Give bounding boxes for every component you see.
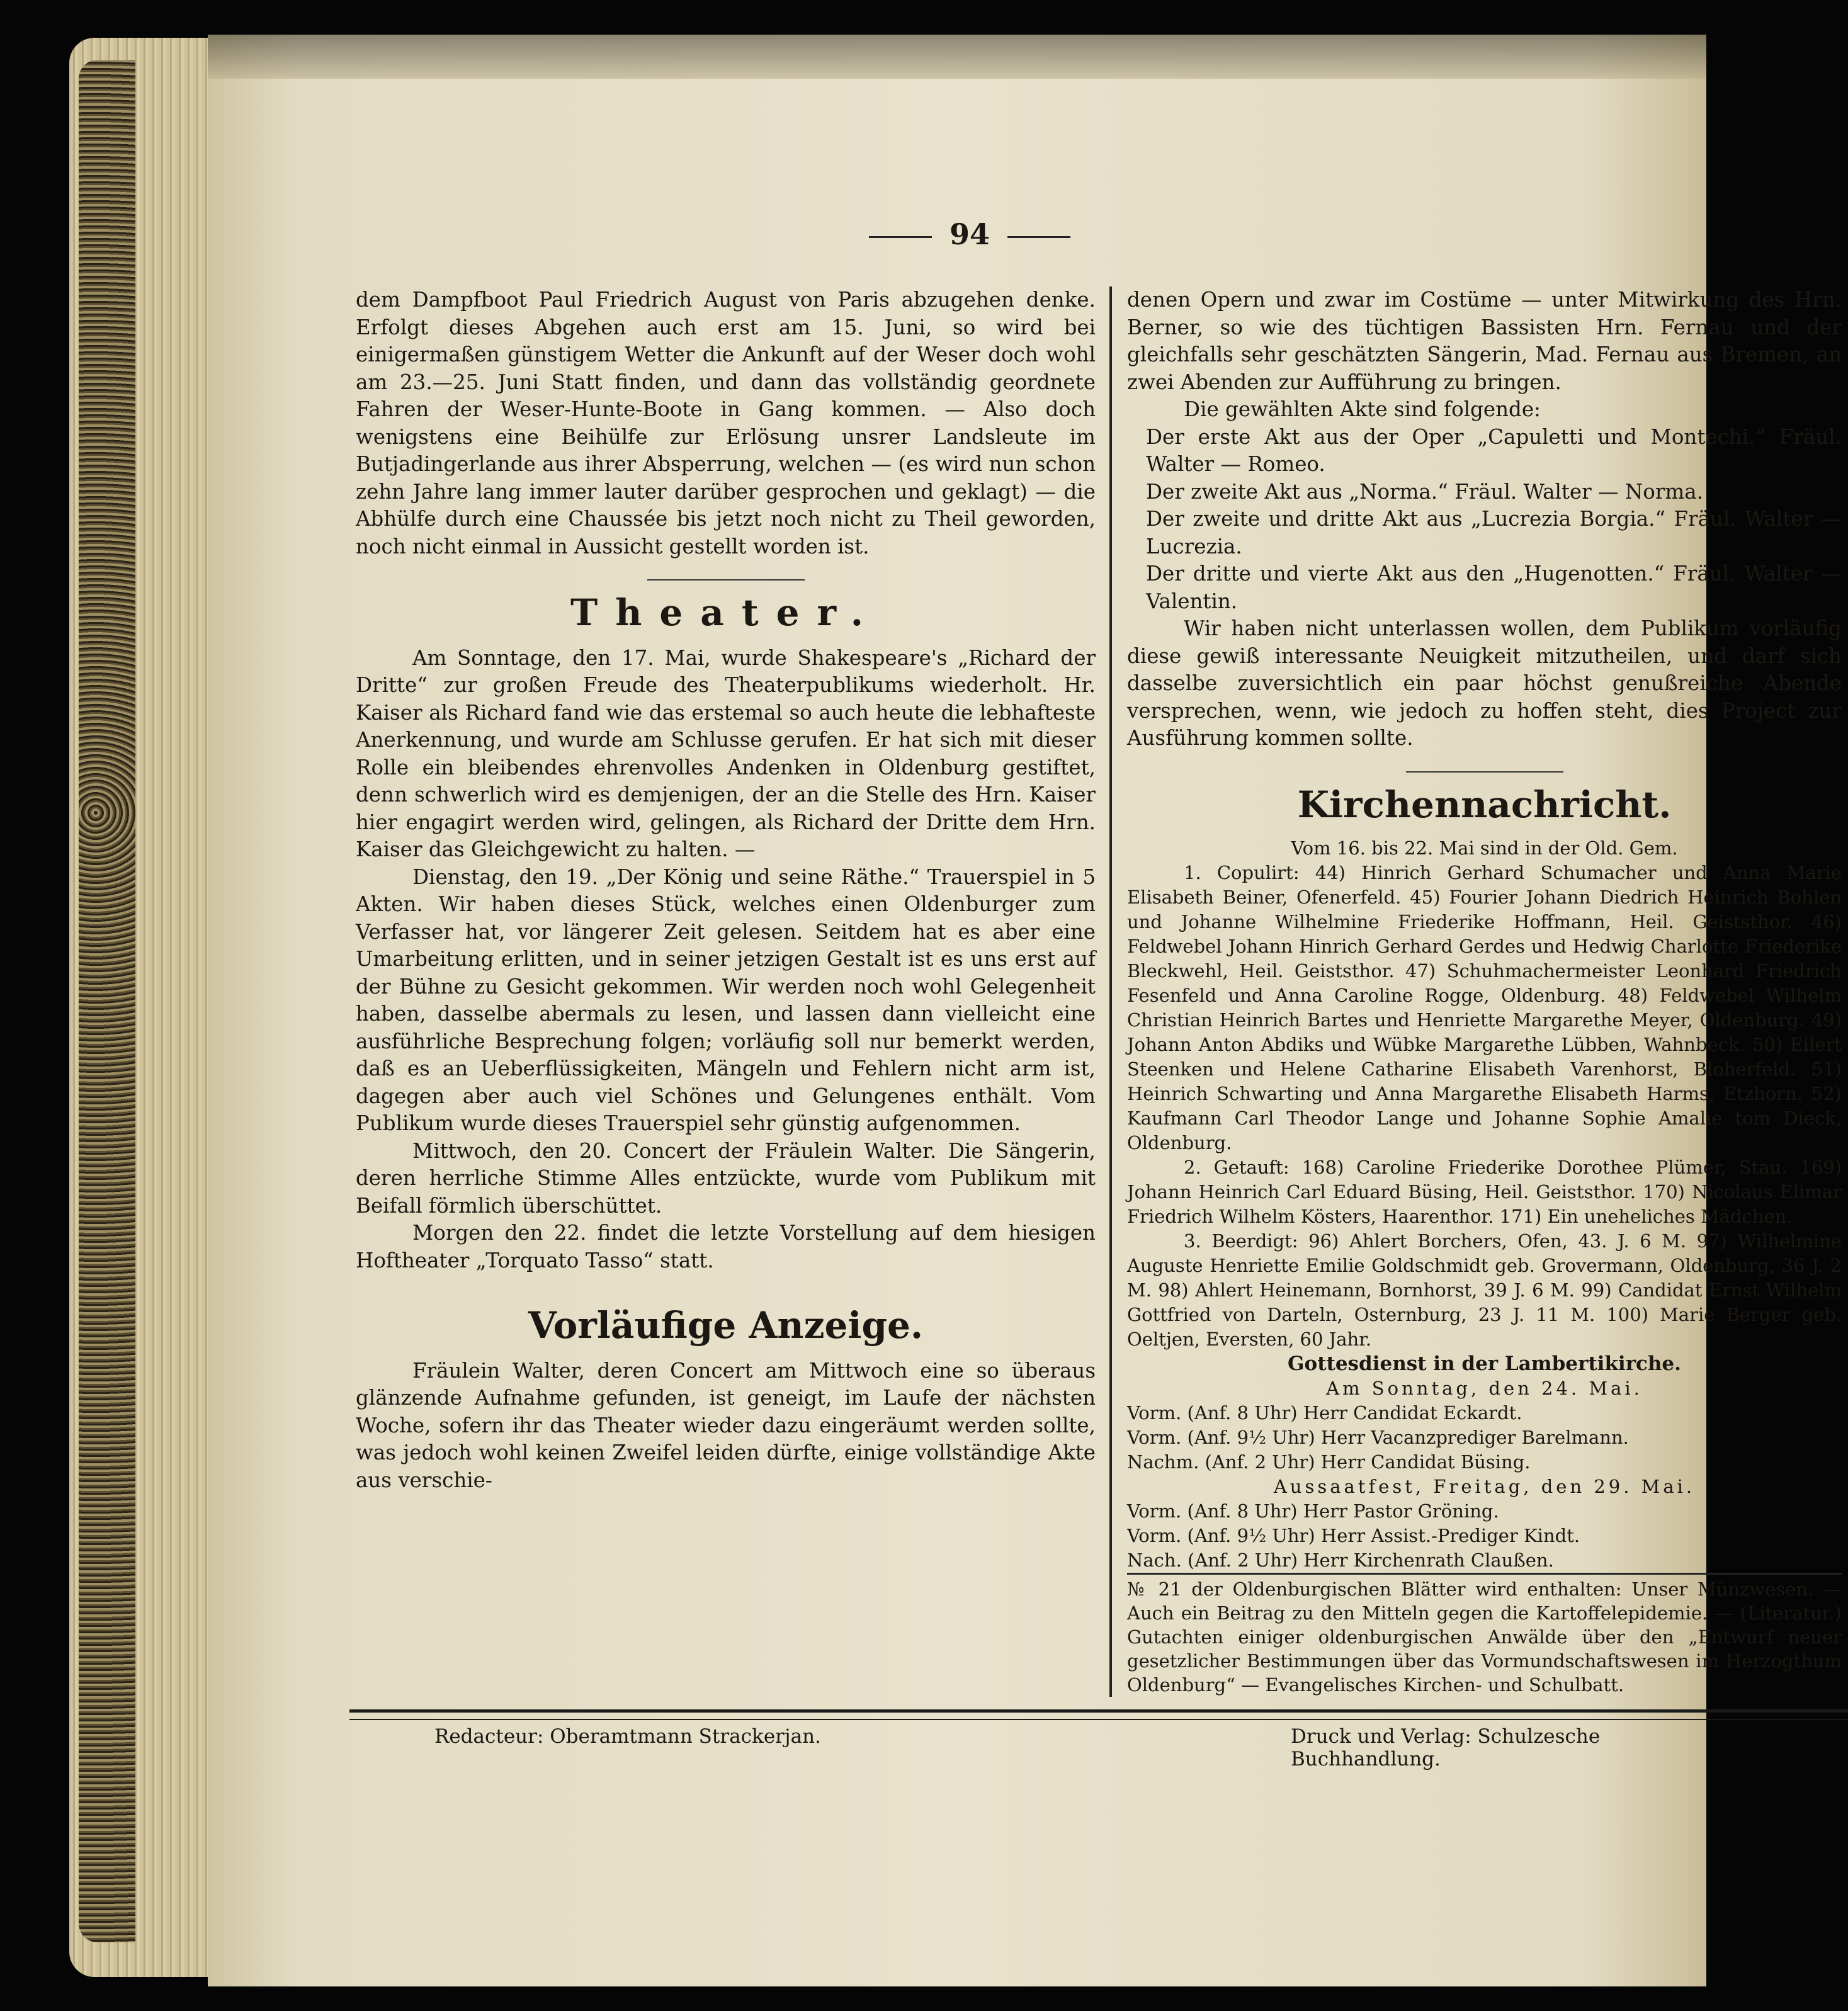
kirchen-intro: Vom 16. bis 22. Mai sind in der Old. Gem. [1291,837,1678,859]
book-cover-edge [79,60,135,1942]
act-line: Der zweite Akt aus „Norma.“ Fräul. Walter — Norma. [1146,479,1703,504]
acts-intro: Die gewählten Akte sind folgende: [1184,397,1541,421]
intro-paragraph: dem Dampfboot Paul Friedrich August von Paris abzugehen denke. Erfolgt dieses Abgehen auch erst am 15. Juni, so wird bei einigermaßen günstigem Wetter die Ankunft auf der Weser doch wohl am 23.—25. Juni Statt finden, und dann das vollständig geordnete Fahren der Weser-Hunte-Boote in Gang kommen. — Also doch wenigstens eine Beihülfe zur Erlösung unsrer Landsleute im Butjadingerlande aus ihrer Absperrung, welchen — (es wird nun schon zehn Jahre lang immer lauter darüber gesprochen und geklagt) — die Abhülfe durch eine Chaussée bis jetzt noch nicht zu Theil geworden, noch nicht einmal in Aussicht gestellt worden ist. [356,288,1096,558]
footer-editor: Redacteur: Oberamtmann Strackerjan. [434,1725,821,1748]
service-line: Vorm. (Anf. 8 Uhr) Herr Candidat Eckardt. [1127,1402,1522,1424]
beerdigt-paragraph: 3. Beerdigt: 96) Ahlert Borchers, Ofen, 43. J. 6 M. 97) Wilhelmine Auguste Henriette Emilie Goldschmidt geb. Grovermann, Oldenburg, 36 J. 2 M. 98) Ahlert Heinemann, Bornhorst, 39 J. 6 M. 99) Candidat Ernst Wilhelm Gottfried von Darteln, Osternburg, 23 J. 11 M. 100) Marie Berger geb. Oeltjen, Eversten, 60 Jahr. [1127,1230,1842,1350]
header-rule-left [869,236,932,238]
page-number-header [837,217,1102,251]
kirchen-heading: Kirchennachricht. [1297,783,1672,826]
footer-publisher: Druck und Verlag: Schulzesche Buchhandlung. [1291,1725,1601,1770]
right-column [1127,286,1842,1697]
page-top-shadow [208,35,1706,79]
service-line: Vorm. (Anf. 9½ Uhr) Herr Assist.-Prediger Kindt. [1127,1525,1580,1546]
service-line: Nach. (Anf. 2 Uhr) Herr Kirchenrath Claußen. [1127,1549,1554,1571]
next-issue-notice: № 21 der Oldenburgischen Blätter wird enthalten: Unser Münzwesen. — Auch ein Beitrag zu den Mitteln gegen die Kartoffelepidemie. — (Literatur.) Gutachten einiger oldenburgischen Anwälde über den „Entwurf neuer gesetzlicher Bestimmungen über das Vormundschaftswesen im Herzogthum Oldenburg“ — Evangelisches Kirchen- und Schulbatt. [1127,1573,1842,1697]
gottesdienst-title: Gottesdienst in der Lambertikirche. [1288,1352,1681,1375]
newspaper-page [208,35,1842,1986]
section-divider [647,579,805,581]
sonntag-title: Am Sonntag, den 24. Mai. [1326,1378,1643,1399]
theater-paragraph: Morgen den 22. findet die letzte Vorstellung auf dem hiesigen Hoftheater „Torquato Tasso“ statt. [356,1221,1096,1272]
act-line: Der dritte und vierte Akt aus den „Hugenotten.“ Fräul. Walter — Valentin. [1146,562,1842,613]
footer-rule [349,1709,1848,1720]
kirchen-section [1127,836,1842,1697]
act-line: Der zweite und dritte Akt aus „Lucrezia Borgia.“ Fräul. Walter — Lucrezia. [1146,507,1842,558]
column-divider [1109,286,1112,1697]
anzeige-continuation: denen Opern und zwar im Costüme — unter Mitwirkung des Hrn. Berner, so wie des tüchtigen Bassisten Hrn. Fernau und der gleichfalls sehr geschätzten Sängerin, Mad. Fernau aus Bremen, an zwei Abenden zur Aufführung zu bringen. [1127,288,1842,394]
theater-heading: Theater. [570,591,881,634]
theater-paragraph: Am Sonntage, den 17. Mai, wurde Shakespeare's „Richard der Dritte“ zur großen Freude des Theaterpublikums wiederholt. Hr. Kaiser als Richard fand wie das erstemal so auch heute die lebhafteste Anerkennung, und wurde am Schlusse gerufen. Er hat sich mit dieser Rolle ein bleibendes ehrenvolles Andenken in Oldenburg gestiftet, denn schwerlich wird es demjenigen, der an die Stelle des Hrn. Kaiser hier engagirt werden wird, gelingen, als Richard der Dritte dem Hrn. Kaiser das Gleichgewicht zu halten. — [356,645,1096,861]
getauft-paragraph: 2. Getauft: 168) Caroline Friederike Dorothee Plümer, Stau. 169) Johann Heinrich Carl Eduard Büsing, Heil. Geiststhor. 170) Nicolaus Elimar Friedrich Wilhelm Kösters, Haarenthor. 171) Ein uneheliches Mädchen. [1127,1157,1842,1227]
header-rule-right [1007,236,1070,238]
closing-paragraph: Wir haben nicht unterlassen wollen, dem Publikum vorläufig diese gewiß interessante Neuigkeit mitzutheilen, und darf sich dasselbe zuversichtlich ein paar höchst genußreiche Abende versprechen, wenn, wie jedoch zu hoffen steht, dies Project zur Ausführung kommen sollte. [1127,616,1842,750]
page-number: 94 [949,217,990,251]
anzeige-paragraph: Fräulein Walter, deren Concert am Mittwoch eine so überaus glänzende Aufnahme gefunden, ist geneigt, im Laufe der nächsten Woche, sofern ihr das Theater wieder dazu eingeräumt werden sollte, was jedoch wohl keinen Zweifel leiden dürfte, einige vollständige Akte aus verschie- [356,1358,1096,1492]
freitag-title: Aussaatfest, Freitag, den 29. Mai. [1273,1476,1696,1497]
act-line: Der erste Akt aus der Oper „Capuletti und Montechi.“ Fräul. Walter — Romeo. [1146,424,1842,476]
anzeige-heading: Vorläufige Anzeige. [528,1304,924,1347]
theater-paragraph: Mittwoch, den 20. Concert der Fräulein Walter. Die Sängerin, deren herrliche Stimme Alles entzückte, wurde vom Publikum mit Beifall förmlich überschüttet. [356,1138,1096,1218]
service-line: Vorm. (Anf. 8 Uhr) Herr Pastor Gröning. [1127,1500,1499,1522]
left-column [356,286,1096,1494]
copulirt-paragraph: 1. Copulirt: 44) Hinrich Gerhard Schumacher und Anna Marie Elisabeth Beiner, Ofenerfeld. 45) Fourier Johann Diedrich Heinrich Bohlen und Johanne Wilhelmine Friederike Hoffmann, Heil. Geiststhor. 46) Feldwebel Johann Hinrich Gerhard Gerdes und Hedwig Charlotte Friederike Bleckwehl, Heil. Geiststhor. 47) Schuhmachermeister Leonhard Friedrich Fesenfeld und Anna Caroline Rogge, Oldenburg. 48) Feldwebel Wilhelm Christian Heinrich Bartes und Henriette Margarethe Meyer, Oldenburg. 49) Johann Anton Abdiks und Wübke Margarethe Lübben, Wahnbeck. 50) Eilert Steenken und Helene Catharine Elisabeth Varenhorst, Bloherfeld. 51) Heinrich Schwarting und Anna Margarethe Elisabeth Harms, Etzhorn. 52) Kaufmann Carl Theodor Lange und Johanne Sophie Amalie tom Dieck, Oldenburg. [1127,862,1842,1153]
theater-paragraph: Dienstag, den 19. „Der König und seine Räthe.“ Trauerspiel in 5 Akten. Wir haben dieses Stück, welches einen Oldenburger zum Verfasser hat, vor längerer Zeit gelesen. Seitdem hat es aber eine Umarbeitung erlitten, und in seiner jetzigen Gestalt ist es uns erst auf der Bühne zu Gesicht gekommen. Wir werden noch wohl Gelegenheit haben, dasselbe abermals zu lesen, und lassen dann vielleicht eine ausführliche Besprechung folgen; vorläufig soll nur bemerkt werden, daß es an Ueberflüssigkeiten, Mängeln und Fehlern nicht arm ist, dagegen aber auch viel Schönes und Gelungenes enthält. Vom Publikum wurde dieses Trauerspiel sehr günstig aufgenommen. [356,864,1096,1135]
section-divider [1406,771,1563,773]
service-line: Nachm. (Anf. 2 Uhr) Herr Candidat Büsing. [1127,1451,1531,1473]
service-line: Vorm. (Anf. 9½ Uhr) Herr Vacanzprediger Barelmann. [1127,1427,1629,1448]
